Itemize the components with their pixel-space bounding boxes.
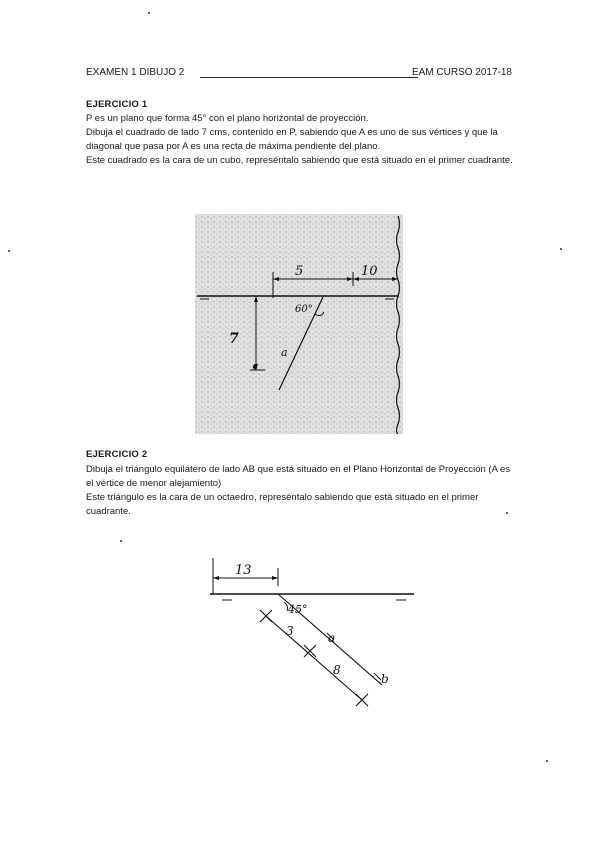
point-a-marker xyxy=(253,365,257,369)
scan-speck xyxy=(506,512,508,514)
scan-speck xyxy=(148,12,150,14)
measure-line xyxy=(266,616,362,700)
exercise2-drawing xyxy=(200,550,420,720)
point-a-label: a xyxy=(328,631,336,645)
exercise2-paragraph: Dibuja el triángulo equilátero de lado AB que está situado en el Plano Horizontal de Proyección (A es el vértice de menor alejamiento) xyxy=(86,464,511,489)
scan-speck xyxy=(560,248,562,250)
exercise2-statement xyxy=(86,463,518,519)
exercise1-paragraph: Este cuadrado es la cara de un cubo, represéntalo sabiendo que está situado en el primer cuadrante. xyxy=(86,155,513,166)
exercise2-figure xyxy=(200,550,420,720)
exercise1-statement xyxy=(86,112,518,168)
angle-label: 45° xyxy=(288,603,308,616)
exercise1-drawing xyxy=(195,206,410,434)
mark-b xyxy=(356,694,368,706)
exercise2-title: EJERCICIO 2 xyxy=(86,449,148,460)
dim-label-13: 13 xyxy=(235,563,252,578)
scan-speck xyxy=(120,540,122,542)
point-b-label: b xyxy=(381,672,389,686)
angle-label: 60° xyxy=(295,304,313,315)
header-rule xyxy=(200,77,418,78)
header-left: EXAMEN 1 DIBUJO 2 xyxy=(86,67,185,78)
dim-label-7: 7 xyxy=(229,331,239,347)
seg-label-8: 8 xyxy=(333,663,341,677)
header-right: EAM CURSO 2017-18 xyxy=(411,67,512,78)
mark-start xyxy=(260,610,272,622)
exercise1-figure xyxy=(195,206,410,434)
exercise1-paragraph: Dibuja el cuadrado de lado 7 cms, contenido en P, sabiendo que A es uno de sus vértices y que la diagonal que pasa por A es una recta de máxima pendiente del plano. xyxy=(86,127,498,152)
exercise1-title: EJERCICIO 1 xyxy=(86,99,148,110)
scan-speck xyxy=(8,250,10,252)
scan-background xyxy=(195,214,403,434)
seg-label-3: 3 xyxy=(286,624,294,638)
exercise1-paragraph: P es un plano que forma 45° con el plano horizontal de proyección. xyxy=(86,113,369,124)
point-a-label: a xyxy=(281,346,288,359)
exercise2-paragraph: Este triángulo es la cara de un octaedro, represéntalo sabiendo que está situado en el primer cuadrante. xyxy=(86,492,479,517)
dim-label-5: 5 xyxy=(295,264,304,279)
dim-label-10: 10 xyxy=(361,264,378,279)
scan-speck xyxy=(546,760,548,762)
